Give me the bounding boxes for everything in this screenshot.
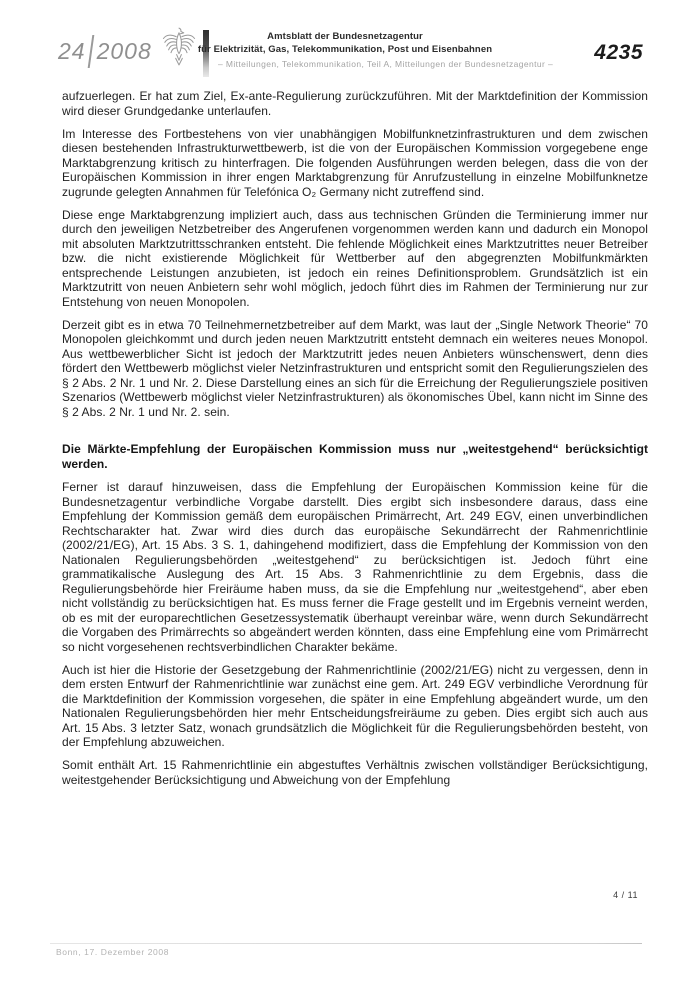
masthead-title-line2: für Elektrizität, Gas, Telekommunikation, Post und Eisenbahnen: [197, 44, 493, 55]
masthead-subtitle: – Mitteilungen, Telekommunikation, Teil A, Mitteilungen der Bundesnetzagentur –: [218, 59, 554, 69]
issue-year: 2008: [96, 38, 152, 64]
paragraph: aufzuerlegen. Er hat zum Ziel, Ex-ante-Regulierung zurückzuführen. Mit der Marktdefinition der Kommission wird dieser Grundgedanke unterlaufen.: [62, 89, 648, 118]
masthead: [195, 31, 554, 69]
footer-place-date: Bonn, 17. Dezember 2008: [56, 947, 170, 957]
paragraph: Ferner ist darauf hinzuweisen, dass die Empfehlung der Europäischen Kommission keine für die Bundesnetzagentur verbindliche Vorgabe darstellt. Dies ergibt sich insbesondere daraus, dass eine Empfehlung der Kommission gemäß dem europäischen Primärrecht, Art. 249 EGV, einen unverbindlichen Rechtscharakter hat. Zwar wird dies durch das europäische Sekundärrecht der Rahmenrichtlinie (2002/21/EG), Art. 15 Abs. 3 S. 1, dahingehend modifiziert, dass die Empfehlung der Kommission von den Nationalen Regulierungsbehörden „weitestgehend“ zu berücksichtigen ist. Jedoch führt eine grammatikalische Auslegung des Art. 15 Abs. 3 Rahmenrichtlinie zu dem Ergebnis, dass die Regulierungsbehörde hier Freiräume haben muss, da sie die Empfehlung nur „weitestgehend“, aber eben nicht vollständig zu berücksichtigen hat. Es muss ferner die Frage gestellt und im Ergebnis verneint werden, ob es mit der europarechtlichen Gesetzessystematik überhaupt vereinbar wäre, wenn durch Sekundärrecht die Vorgaben des Primärrechts so abgeändert werden könnten, dass eine Empfehlung eine vom Primärrecht so nicht vorgesehenen rechtsverbindlichen Charakter bekäme.: [62, 480, 648, 654]
footer-divider: [50, 943, 642, 944]
document-body: [62, 89, 648, 796]
paragraph: Derzeit gibt es in etwa 70 Teilnehmernetzbetreiber auf dem Markt, was laut der „Single Network Theorie“ 70 Monopolen gleichkommt und durch jeden neuen Marktzutritt entsteht demnach ein weiteres neues Monopol. Aus wettbewerblicher Sicht ist jedoch der Marktzutritt jedes neuen Anbieters wünschenswert, denn dies fördert den Wettbewerb möglichst vieler Netzinfrastrukturen und entspricht somit den Regulierungszielen des § 2 Abs. 2 Nr. 1 und Nr. 2. Diese Darstellung eines an sich für die Erreichung der Regulierungsziele positiven Szenarios (Wettbewerb möglichst vieler Netzinfrastrukturen) als ökonomisches Übel, kann nicht im Sinne des § 2 Abs. 2 Nr. 1 und Nr. 2. sein.: [62, 317, 648, 419]
paragraph: Im Interesse des Fortbestehens von vier unabhängigen Mobilfunknetzinfrastrukturen und dem zwischen diesen bestehenden Infrastrukturwettbewerb, ist die von der Europäischen Kommission vorgegebene enge Marktabgrenzung kritisch zu hinterfragen. Die folgenden Ausführungen werden belegen, dass die von der Europäischen Kommission in ihrer engen Marktabgrenzung für Anrufzustellung in einzelne Mobilfunknetze zugrunde gelegten Annahmen für Telefónica O₂ Germany nicht zutreffend sind.: [62, 126, 648, 199]
federal-eagle-icon: [162, 26, 196, 73]
issue-divider: [87, 35, 94, 68]
section-heading: Die Märkte-Empfehlung der Europäischen Kommission muss nur „weitestgehend“ berücksichtigt werden.: [62, 442, 648, 471]
paragraph: Somit enthält Art. 15 Rahmenrichtlinie ein abgestuftes Verhältnis zwischen vollständiger Berücksichtigung, weitestgehender Berücksichtigung und Abweichung von der Empfehlung: [62, 758, 648, 787]
issue-number: 24: [58, 38, 86, 64]
gazette-page-number: 4235: [594, 41, 643, 64]
paragraph: Auch ist hier die Historie der Gesetzgebung der Rahmenrichtlinie (2002/21/EG) nicht zu vergessen, denn in dem ersten Entwurf der Rahmenrichtlinie war zunächst eine gem. Art. 249 EGV verbindliche Verordnung für die Marktdefinition der Kommission vorgesehen, die später in eine Empfehlung abgeändert wurde, um den Nationalen Regulierungsbehörden hier mehr Entscheidungsfreiräume zu geben. Dies ergibt sich auch aus Art. 15 Abs. 3 letzter Satz, wonach grundsätzlich die Möglichkeit für die Regulierungsbehörden besteht, von der Empfehlung abzuweichen.: [62, 662, 648, 749]
paragraph: Diese enge Marktabgrenzung impliziert auch, dass aus technischen Gründen die Terminierung immer nur durch den jeweiligen Netzbetreiber des Angerufenen vorgenommen werden kann und dadurch ein Monopol mit absoluten Marktzutrittsschranken entsteht. Die fehlende Möglichkeit eines Marktzutrittes neuer Betreiber bzw. die nicht existierende Möglichkeit für Wettberber auf den abgegrenzten Mobilfunkmärkten entsprechende Leistungen anzubieten, ist jedoch ein reines Definitionsproblem. Grundsätzlich ist ein Marktzutritt von neuen Anbietern sehr wohl möglich, jedoch führt dies im Rahmen der Terminierung nur zur Entstehung von neuen Monopolen.: [62, 207, 648, 309]
masthead-title-line1: Amtsblatt der Bundesnetzagentur: [267, 31, 423, 42]
page-indicator: 4 / 11: [613, 890, 638, 900]
issue-label: [58, 35, 152, 68]
